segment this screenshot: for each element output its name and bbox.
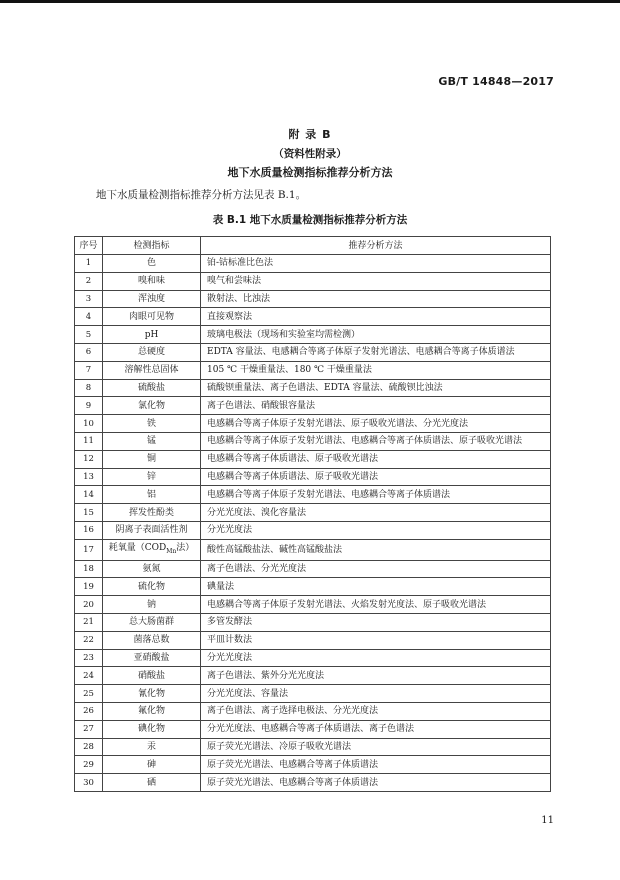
table-row — [75, 290, 551, 308]
row-method: 原子荧光光谱法、冷原子吸收光谱法 — [201, 738, 551, 756]
table-row — [75, 756, 551, 774]
row-indicator: 氰化物 — [103, 685, 201, 703]
row-indicator: 溶解性总固体 — [103, 361, 201, 379]
row-serial-number: 8 — [75, 379, 103, 397]
row-indicator: 阴离子表面活性剂 — [103, 521, 201, 539]
row-serial-number: 20 — [75, 596, 103, 614]
table-row — [75, 397, 551, 415]
row-indicator: 铁 — [103, 415, 201, 433]
row-serial-number: 2 — [75, 272, 103, 290]
table-row — [75, 272, 551, 290]
row-serial-number: 4 — [75, 308, 103, 326]
row-serial-number: 1 — [75, 255, 103, 273]
table-body — [75, 255, 551, 792]
row-indicator: 挥发性酚类 — [103, 504, 201, 522]
row-method: 玻璃电极法（现场和实验室均需检测） — [201, 326, 551, 344]
row-method: 分光光度法 — [201, 521, 551, 539]
table-row — [75, 649, 551, 667]
table-row — [75, 255, 551, 273]
table-row — [75, 738, 551, 756]
row-serial-number: 19 — [75, 578, 103, 596]
row-serial-number: 9 — [75, 397, 103, 415]
row-indicator: 砷 — [103, 756, 201, 774]
table-row — [75, 667, 551, 685]
appendix-subtitle: （资料性附录） — [273, 148, 347, 160]
table-row — [75, 685, 551, 703]
header-indicator: 检测指标 — [103, 237, 201, 255]
row-serial-number: 23 — [75, 649, 103, 667]
row-indicator: 锌 — [103, 468, 201, 486]
row-method: 电感耦合等离子体原子发射光谱法、原子吸收光谱法、分光光度法 — [201, 415, 551, 433]
row-method: 离子色谱法、紫外分光光度法 — [201, 667, 551, 685]
row-indicator: 嗅和味 — [103, 272, 201, 290]
row-indicator: 总大肠菌群 — [103, 613, 201, 631]
indicator-tail: 法） — [176, 542, 195, 553]
table-row — [75, 326, 551, 344]
row-indicator: 锰 — [103, 432, 201, 450]
row-method: 离子色谱法、离子选择电极法、分光光度法 — [201, 702, 551, 720]
row-method: 平皿计数法 — [201, 631, 551, 649]
table-row — [75, 774, 551, 792]
row-indicator: 亚硝酸盐 — [103, 649, 201, 667]
intro-paragraph: 地下水质量检测指标推荐分析方法见表 B.1。 — [96, 189, 307, 201]
header-serial-number: 序号 — [75, 237, 103, 255]
row-serial-number: 6 — [75, 343, 103, 361]
row-method: 离子色谱法、分光光度法 — [201, 560, 551, 578]
row-serial-number: 12 — [75, 450, 103, 468]
row-method: 分光光度法、溴化容量法 — [201, 504, 551, 522]
row-serial-number: 10 — [75, 415, 103, 433]
row-serial-number: 26 — [75, 702, 103, 720]
row-serial-number: 11 — [75, 432, 103, 450]
page-number: 11 — [541, 815, 554, 826]
row-method: 原子荧光光谱法、电感耦合等离子体质谱法 — [201, 756, 551, 774]
analysis-method-table — [74, 236, 551, 792]
row-method: 嗅气和尝味法 — [201, 272, 551, 290]
table-row — [75, 308, 551, 326]
row-indicator — [103, 539, 201, 560]
table-row — [75, 720, 551, 738]
row-method: 碘量法 — [201, 578, 551, 596]
row-method: 酸性高锰酸盐法、碱性高锰酸盐法 — [201, 539, 551, 560]
row-serial-number: 28 — [75, 738, 103, 756]
row-method: 电感耦合等离子体原子发射光谱法、电感耦合等离子体质谱法 — [201, 486, 551, 504]
table-row — [75, 578, 551, 596]
row-indicator: 钠 — [103, 596, 201, 614]
row-indicator: 菌落总数 — [103, 631, 201, 649]
row-indicator: 总硬度 — [103, 343, 201, 361]
indicator-subscript: Mn — [166, 547, 177, 555]
row-serial-number: 21 — [75, 613, 103, 631]
table-row — [75, 486, 551, 504]
row-indicator: 硫化物 — [103, 578, 201, 596]
header-method: 推荐分析方法 — [201, 237, 551, 255]
appendix-title: 附 录 B — [288, 128, 332, 141]
table-row — [75, 450, 551, 468]
row-serial-number: 24 — [75, 667, 103, 685]
row-method: 离子色谱法、硝酸银容量法 — [201, 397, 551, 415]
table-row — [75, 613, 551, 631]
row-indicator: 硝酸盐 — [103, 667, 201, 685]
row-indicator: 氟化物 — [103, 702, 201, 720]
row-serial-number: 16 — [75, 521, 103, 539]
row-indicator: 碘化物 — [103, 720, 201, 738]
row-method: 电感耦合等离子体质谱法、原子吸收光谱法 — [201, 450, 551, 468]
row-serial-number: 18 — [75, 560, 103, 578]
row-method: 电感耦合等离子体质谱法、原子吸收光谱法 — [201, 468, 551, 486]
row-method: 原子荧光光谱法、电感耦合等离子体质谱法 — [201, 774, 551, 792]
row-method: 分光光度法、容量法 — [201, 685, 551, 703]
row-serial-number: 3 — [75, 290, 103, 308]
row-method: EDTA 容量法、电感耦合等离子体原子发射光谱法、电感耦合等离子体质谱法 — [201, 343, 551, 361]
row-indicator: 铝 — [103, 486, 201, 504]
row-method: 多管发酵法 — [201, 613, 551, 631]
row-method: 直接观察法 — [201, 308, 551, 326]
row-serial-number: 5 — [75, 326, 103, 344]
standard-number: GB/T 14848—2017 — [438, 75, 554, 88]
row-serial-number: 17 — [75, 539, 103, 560]
row-indicator: 浑浊度 — [103, 290, 201, 308]
row-method: 铂-钴标准比色法 — [201, 255, 551, 273]
row-serial-number: 27 — [75, 720, 103, 738]
appendix-heading: 地下水质量检测指标推荐分析方法 — [227, 166, 393, 179]
row-indicator: 氨氮 — [103, 560, 201, 578]
row-serial-number: 22 — [75, 631, 103, 649]
row-serial-number: 15 — [75, 504, 103, 522]
row-serial-number: 13 — [75, 468, 103, 486]
table-row — [75, 504, 551, 522]
row-indicator: pH — [103, 326, 201, 344]
table-row — [75, 596, 551, 614]
table-caption: 表 B.1 地下水质量检测指标推荐分析方法 — [212, 214, 408, 226]
table-row — [75, 379, 551, 397]
table-row — [75, 521, 551, 539]
top-rule — [0, 0, 620, 3]
row-method: 分光光度法 — [201, 649, 551, 667]
table-row — [75, 560, 551, 578]
row-indicator: 硒 — [103, 774, 201, 792]
row-method: 散射法、比浊法 — [201, 290, 551, 308]
indicator-text: 耗氧量（COD — [108, 542, 167, 553]
table-row — [75, 415, 551, 433]
table-row — [75, 343, 551, 361]
row-indicator: 色 — [103, 255, 201, 273]
table-row — [75, 631, 551, 649]
row-indicator: 氯化物 — [103, 397, 201, 415]
table-row — [75, 702, 551, 720]
row-serial-number: 30 — [75, 774, 103, 792]
row-serial-number: 14 — [75, 486, 103, 504]
row-method: 电感耦合等离子体原子发射光谱法、火焰发射光度法、原子吸收光谱法 — [201, 596, 551, 614]
row-method: 分光光度法、电感耦合等离子体质谱法、离子色谱法 — [201, 720, 551, 738]
row-serial-number: 29 — [75, 756, 103, 774]
table-row — [75, 432, 551, 450]
row-indicator: 硫酸盐 — [103, 379, 201, 397]
row-serial-number: 7 — [75, 361, 103, 379]
row-indicator: 肉眼可见物 — [103, 308, 201, 326]
row-serial-number: 25 — [75, 685, 103, 703]
table-header-row — [75, 237, 551, 255]
table-row — [75, 468, 551, 486]
row-indicator: 汞 — [103, 738, 201, 756]
row-method: 硫酸钡重量法、离子色谱法、EDTA 容量法、硫酸钡比浊法 — [201, 379, 551, 397]
table-row — [75, 361, 551, 379]
row-method: 电感耦合等离子体原子发射光谱法、电感耦合等离子体质谱法、原子吸收光谱法 — [201, 432, 551, 450]
row-indicator: 铜 — [103, 450, 201, 468]
table-row — [75, 539, 551, 560]
row-method: 105 ℃ 干燥重量法、180 ℃ 干燥重量法 — [201, 361, 551, 379]
